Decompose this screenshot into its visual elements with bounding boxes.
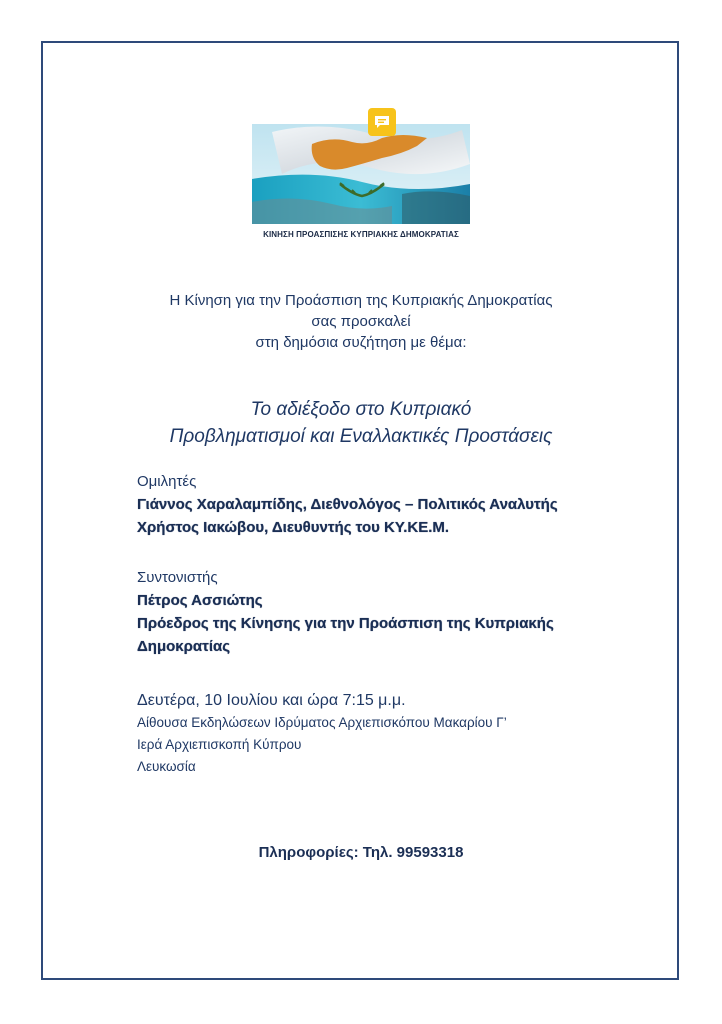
speakers-section: [137, 470, 607, 539]
topic-line-2: Προβληματισμοί και Εναλλακτικές Προστάσεις: [169, 426, 553, 447]
speaker-2: Χρήστος Ιακώβου, Διευθυντής του ΚΥ.ΚΕ.Μ.: [137, 519, 450, 536]
coordinator-label: Συντονιστής: [137, 569, 218, 586]
coordinator-role-line-2: Δημοκρατίας: [137, 638, 231, 655]
event-venue: Αίθουσα Εκδηλώσεων Ιδρύματος Αρχιεπισκόπου Μακαρίου Γ’: [137, 715, 507, 730]
coordinator-name: Πέτρος Ασσιώτης: [137, 592, 263, 609]
speaker-1: Γιάννος Χαραλαμπίδης, Διεθνολόγος – Πολιτικός Αναλυτής: [137, 496, 558, 513]
chat-bubble-icon: [368, 108, 396, 136]
discussion-topic: [60, 396, 662, 450]
event-city: Λευκωσία: [137, 759, 196, 774]
speakers-label: Ομιλητές: [137, 473, 197, 490]
logo-caption: ΚΙΝΗΣΗ ΠΡΟΑΣΠΙΣΗΣ ΚΥΠΡΙΑΚΗΣ ΔΗΜΟΚΡΑΤΙΑΣ: [263, 230, 459, 239]
coordinator-section: [137, 566, 607, 658]
coordinator-role-line-1: Πρόεδρος της Κίνησης για την Προάσπιση της Κυπριακής: [137, 615, 554, 632]
intro-line-1: Η Κίνηση για την Προάσπιση της Κυπριακής Δημοκρατίας: [169, 292, 553, 309]
topic-line-1: Το αδιέξοδο στο Κυπριακό: [250, 399, 472, 420]
intro-line-2: σας προσκαλεί: [311, 313, 411, 330]
organization-logo: [252, 108, 470, 243]
event-place: Ιερά Αρχιεπισκοπή Κύπρου: [137, 737, 302, 752]
event-details: [137, 689, 607, 778]
invitation-intro: [60, 290, 662, 353]
contact-info: Πληροφορίες: Τηλ. 99593318: [258, 844, 464, 861]
intro-line-3: στη δημόσια συζήτηση με θέμα:: [255, 334, 467, 351]
event-date: Δευτέρα, 10 Ιουλίου και ώρα 7:15 μ.μ.: [137, 692, 406, 709]
cyprus-flag-sea-image: [252, 124, 470, 224]
